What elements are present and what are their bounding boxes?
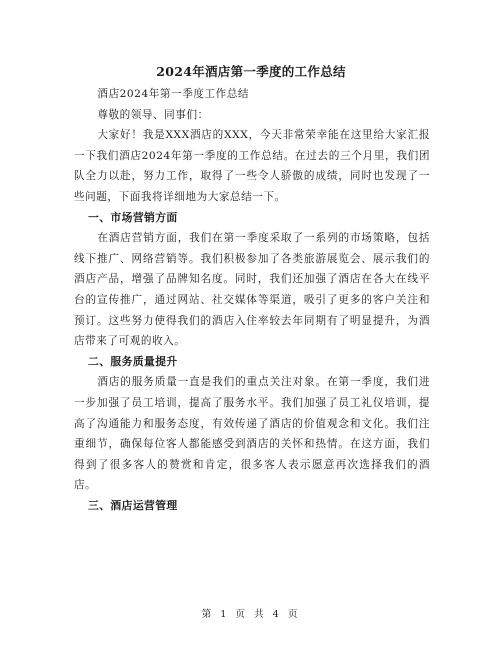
document-body: [74, 84, 430, 516]
document-subtitle: 酒店2024年第一季度工作总结: [97, 88, 250, 100]
section-heading-marketing: 一、市场营销方面: [88, 210, 178, 224]
section-heading-operations: 三、酒店运营管理: [88, 498, 178, 512]
section-body-service: 酒店的服务质量一直是我们的重点关注对象。在第一季度，我们进一步加强了员工培训，提高了服务水平。我们加强了员工礼仪培训，提高了沟通能力和服务态度，有效传递了酒店的价值观念和文化。我们注重细节，确保每位客人都能感受到酒店的关怀和热情。在这方面，我们得到了很多客人的赞赏和肯定，很多客人表示愿意再次选择我们的酒店。: [74, 376, 430, 492]
section-body-marketing: 在酒店营销方面，我们在第一季度采取了一系列的市场策略，包括线下推广、网络营销等。我们积极参加了各类旅游展览会、展示我们的酒店产品，增强了品牌知名度。同时，我们还加强了酒店在各大在线平台的宣传推广，通过网站、社交媒体等渠道，吸引了更多的客户关注和预订。这些努力使得我们的酒店入住率较去年同期有了明显提升，为酒店带来了可观的收入。: [74, 232, 430, 348]
intro-paragraph: 大家好！我是XXX酒店的XXX，今天非常荣幸能在这里给大家汇报一下我们酒店2024年第一季度的工作总结。在过去的三个月里，我们团队全力以赴，努力工作，取得了一些令人骄傲的成绩，同时也发现了一些问题，下面我将详细地为大家总结一下。: [74, 129, 430, 203]
document-title: 2024年酒店第一季度的工作总结: [156, 64, 346, 79]
section-heading-service: 二、服务质量提升: [88, 354, 178, 368]
page-footer: 第 1 页 共 4 页: [201, 609, 301, 620]
salutation: 尊敬的领导、同事们：: [97, 108, 209, 121]
